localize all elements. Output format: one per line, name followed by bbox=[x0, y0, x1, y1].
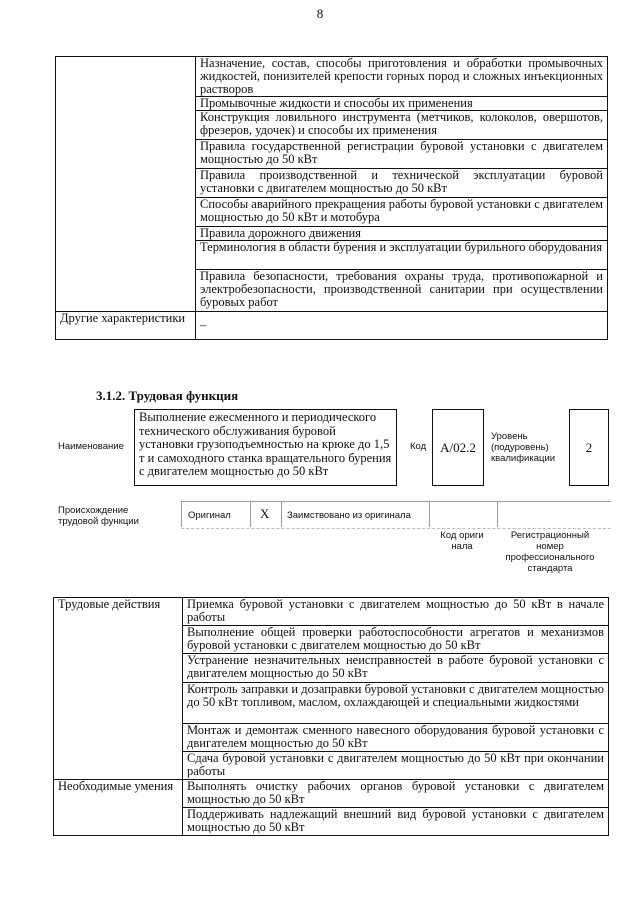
origin-label: Происхождение трудовой функции bbox=[58, 505, 139, 527]
code-label: Код bbox=[410, 441, 427, 452]
table-row bbox=[56, 312, 608, 340]
labor-actions-table bbox=[53, 597, 609, 836]
level-box bbox=[569, 409, 609, 486]
labor-action: Выполнение общей проверки работоспособности агрегатов и механизмов буровой установки с двигателем мощностью до 50 кВт bbox=[183, 626, 609, 654]
function-name: Выполнение ежесменного и периодического технического обслуживания буровой установки грузоподъемностью на крюке до 1,5 т и самоходного станка вращательного бурения с двигателем мощностью до 50 кВт bbox=[139, 410, 392, 478]
other-characteristics-value: – bbox=[196, 312, 608, 340]
knowledge-item: Способы аварийного прекращения работы буровой установки с двигателем мощностью до 50 кВт и мотобура bbox=[196, 198, 608, 227]
knowledge-item: Терминология в области бурения и эксплуатации бурильного оборудования bbox=[196, 241, 608, 270]
code-original-label: Код оригинала bbox=[440, 530, 484, 552]
knowledge-item: Правила безопасности, требования охраны труда, противопожарной и электробезопасности, производственной санитарии при осуществлении буровых работ bbox=[196, 270, 608, 312]
table-row bbox=[54, 780, 609, 808]
level-label: Уровень (подуровень) квалификации bbox=[491, 431, 556, 464]
labor-action: Контроль заправки и дозаправки буровой установки с двигателем мощностью до 50 кВт топливом, маслом, охлаждающей и специальными жидкостями bbox=[183, 683, 609, 724]
reg-number-label: Регистрационный номер профессионального стандарта bbox=[505, 530, 595, 574]
table-row bbox=[54, 598, 609, 626]
function-name-box bbox=[134, 409, 397, 486]
other-characteristics-label: Другие характеристики bbox=[56, 312, 196, 340]
divider bbox=[429, 501, 430, 527]
empty-cell bbox=[56, 57, 196, 312]
level-value: 2 bbox=[585, 439, 593, 455]
knowledge-item: Конструкция ловильного инструмента (метчиков, колоколов, овершотов, фрезеров, удочек) и способы их применения bbox=[196, 111, 608, 140]
divider bbox=[181, 501, 182, 527]
divider bbox=[250, 501, 251, 527]
page-number: 8 bbox=[316, 6, 324, 21]
labor-action: Монтаж и демонтаж сменного навесного оборудования буровой установки с двигателем мощностью до 50 кВт bbox=[183, 724, 609, 752]
knowledge-item: Правила государственной регистрации буровой установки с двигателем мощностью до 50 кВт bbox=[196, 140, 608, 169]
skill-item: Выполнять очистку рабочих органов буровой установки с двигателем мощностью до 50 кВт bbox=[183, 780, 609, 808]
knowledge-table bbox=[55, 56, 608, 340]
name-label: Наименование bbox=[58, 441, 124, 452]
knowledge-item: Правила производственной и технической эксплуатации буровой установки с двигателем мощностью до 50 кВт bbox=[196, 169, 608, 198]
skill-item: Поддерживать надлежащий внешний вид буровой установки с двигателем мощностью до 50 кВт bbox=[183, 808, 609, 836]
knowledge-item: Назначение, состав, способы приготовления и обработки промывочных жидкостей, понизителей крепости горных пород и сложных инъекционных растворов bbox=[196, 57, 608, 97]
divider bbox=[281, 501, 282, 527]
original-mark: X bbox=[260, 506, 270, 521]
original-label: Оригинал bbox=[188, 510, 231, 521]
labor-action: Устранение незначительных неисправностей в работе буровой установки с двигателем мощностью до 50 кВт bbox=[183, 654, 609, 683]
table-row bbox=[56, 57, 608, 97]
labor-action: Приемка буровой установки с двигателем мощностью до 50 кВт в начале работы bbox=[183, 598, 609, 626]
section-title: 3.1.2. Трудовая функция bbox=[96, 388, 239, 403]
code-box bbox=[432, 409, 484, 486]
knowledge-item: Правила дорожного движения bbox=[196, 227, 608, 241]
skills-label: Необходимые умения bbox=[54, 780, 183, 836]
borrowed-label: Заимствовано из оригинала bbox=[287, 510, 411, 521]
labor-actions-label: Трудовые действия bbox=[54, 598, 183, 780]
knowledge-item: Промывочные жидкости и способы их применения bbox=[196, 97, 608, 111]
divider bbox=[497, 501, 498, 527]
labor-action: Сдача буровой установки с двигателем мощностью до 50 кВт при окончании работы bbox=[183, 752, 609, 780]
code-value: А/02.2 bbox=[440, 439, 476, 455]
